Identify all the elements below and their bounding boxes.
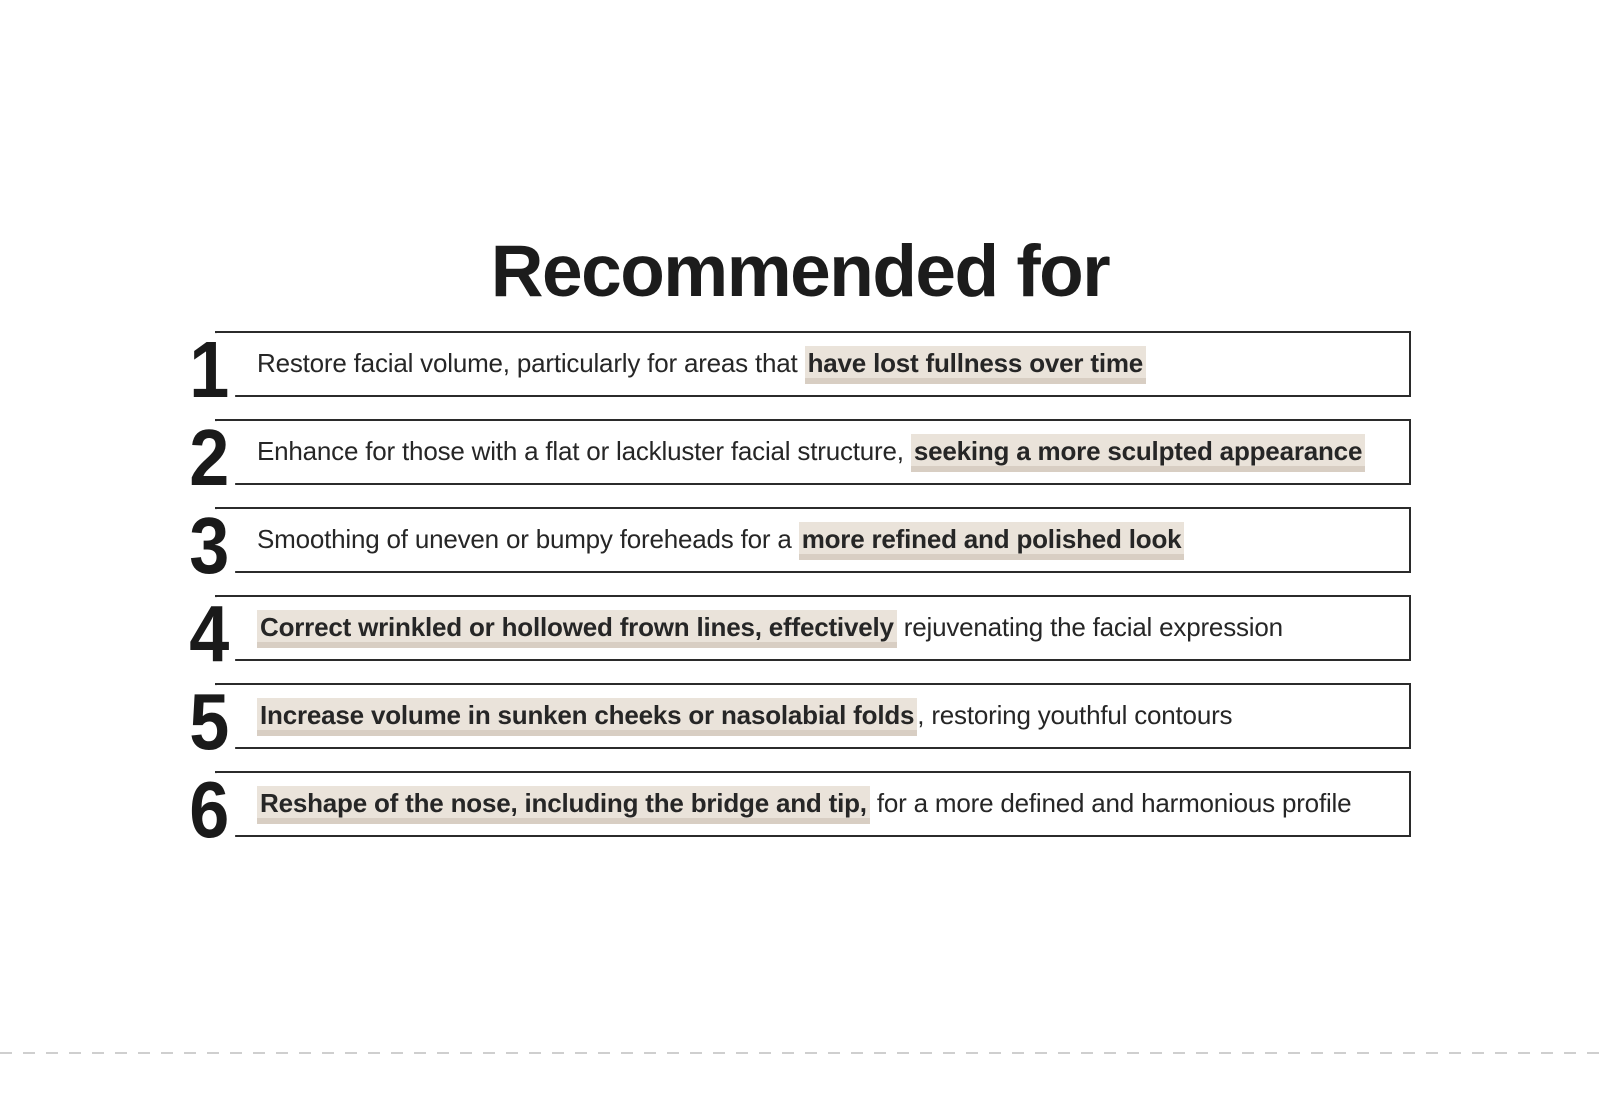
- item-text: [257, 700, 1232, 731]
- item-plain-text: Restore facial volume, particularly for areas that: [257, 348, 805, 379]
- item-plain-text: , restoring youthful contours: [917, 700, 1233, 731]
- item-number: 5: [184, 685, 235, 759]
- item-number: 3: [184, 509, 235, 583]
- item-row: [189, 765, 1411, 855]
- item-plain-text: Enhance for those with a flat or lackluster facial structure,: [257, 436, 911, 467]
- item-highlight-text: Correct wrinkled or hollowed frown lines, effectively: [257, 610, 897, 648]
- item-plain-text: for a more defined and harmonious profile: [869, 788, 1352, 819]
- item-row: [189, 413, 1411, 503]
- items-list: [189, 325, 1411, 859]
- item-row: [189, 501, 1411, 591]
- item-text: [257, 348, 1146, 379]
- item-highlight-text: have lost fullness over time: [805, 346, 1146, 384]
- item-plain-text: Smoothing of uneven or bumpy foreheads for a: [257, 524, 799, 555]
- item-text: [257, 788, 1351, 819]
- item-number: 1: [184, 333, 235, 407]
- item-text: [257, 436, 1365, 467]
- item-row: [189, 325, 1411, 415]
- dashed-divider: [0, 1052, 1600, 1054]
- page-title: Recommended for: [490, 230, 1110, 312]
- item-highlight-text: seeking a more sculpted appearance: [911, 434, 1365, 472]
- item-row: [189, 589, 1411, 679]
- item-highlight-text: more refined and polished look: [799, 522, 1185, 560]
- item-plain-text: rejuvenating the facial expression: [896, 612, 1283, 643]
- item-text: [257, 612, 1283, 643]
- item-text: [257, 524, 1184, 555]
- item-number: 6: [184, 773, 235, 847]
- item-row: [189, 677, 1411, 767]
- item-highlight-text: Increase volume in sunken cheeks or nasolabial folds: [257, 698, 917, 736]
- item-number: 2: [184, 421, 235, 495]
- item-number: 4: [184, 597, 235, 671]
- item-highlight-text: Reshape of the nose, including the bridge and tip,: [257, 786, 870, 824]
